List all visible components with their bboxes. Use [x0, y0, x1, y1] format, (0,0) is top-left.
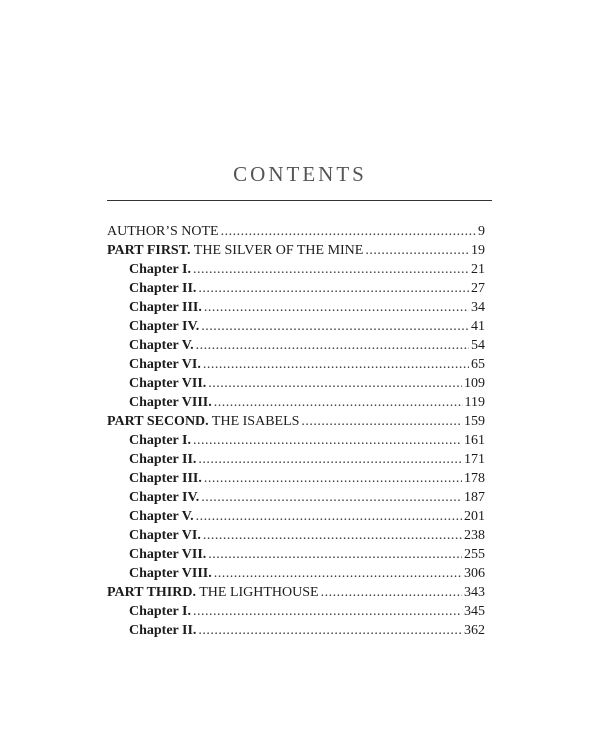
toc-page-number: 41 — [471, 319, 485, 334]
toc-page-number: 362 — [464, 623, 485, 638]
dot-leader — [198, 279, 469, 298]
toc-entry-label: THE LIGHTHOUSE — [195, 585, 319, 600]
toc-entry-bold-label: Chapter I. — [129, 604, 191, 619]
toc-page-number: 187 — [464, 490, 485, 505]
toc-page-number: 34 — [471, 300, 485, 315]
dot-leader — [193, 260, 469, 279]
toc-page-number: 159 — [464, 414, 485, 429]
toc-entry[interactable] — [107, 374, 485, 393]
toc-entry-bold-label: Chapter VII. — [129, 376, 207, 391]
toc-page-number: 119 — [464, 395, 485, 410]
toc-entry[interactable] — [107, 260, 485, 279]
toc-entry-bold-label: Chapter I. — [129, 262, 191, 277]
toc-page-number: 255 — [464, 547, 485, 562]
dot-leader — [201, 488, 462, 507]
dot-leader — [208, 374, 462, 393]
toc-entry[interactable] — [107, 621, 485, 640]
dot-leader — [321, 583, 462, 602]
dot-leader — [365, 241, 469, 260]
toc-entry-bold-label: Chapter IV. — [129, 319, 200, 334]
toc-entry[interactable] — [107, 469, 485, 488]
toc-entry[interactable] — [107, 450, 485, 469]
toc-entry-bold-label: Chapter V. — [129, 338, 194, 353]
toc-entry[interactable] — [107, 279, 485, 298]
dot-leader — [208, 545, 462, 564]
toc-entry[interactable] — [107, 412, 485, 431]
dot-leader — [221, 222, 476, 241]
dot-leader — [193, 431, 462, 450]
page-title: CONTENTS — [233, 162, 367, 186]
toc-entry-label: THE ISABELS — [208, 414, 300, 429]
toc-entry[interactable] — [107, 545, 485, 564]
toc-entry-bold-label: Chapter V. — [129, 509, 194, 524]
toc-entry-bold-label: Chapter VIII. — [129, 395, 212, 410]
toc-entry[interactable] — [107, 336, 485, 355]
toc-entry-bold-label: PART THIRD. — [107, 585, 196, 600]
toc-page-number: 171 — [464, 452, 485, 467]
toc-entry-label: THE SILVER OF THE MINE — [190, 243, 364, 258]
toc-page-number: 9 — [478, 224, 485, 239]
dot-leader — [203, 526, 462, 545]
toc-entry[interactable] — [107, 317, 485, 336]
toc-entry-bold-label: Chapter IV. — [129, 490, 200, 505]
toc-entry-bold-label: Chapter II. — [129, 623, 197, 638]
toc-entry[interactable] — [107, 602, 485, 621]
dot-leader — [193, 602, 462, 621]
dot-leader — [196, 507, 462, 526]
toc-entry-bold-label: PART SECOND. — [107, 414, 209, 429]
dot-leader — [204, 298, 469, 317]
toc-page-number: 161 — [464, 433, 485, 448]
toc-page-number: 306 — [464, 566, 485, 581]
toc-entry[interactable] — [107, 564, 485, 583]
toc-entry-bold-label: Chapter II. — [129, 452, 197, 467]
toc-page-number: 54 — [471, 338, 485, 353]
toc-entry-bold-label: Chapter III. — [129, 471, 202, 486]
toc-entry-bold-label: PART FIRST. — [107, 243, 191, 258]
toc-entry-bold-label: Chapter II. — [129, 281, 197, 296]
toc-entry-bold-label: Chapter VII. — [129, 547, 207, 562]
toc-page-number: 19 — [471, 243, 485, 258]
toc-page-number: 21 — [471, 262, 485, 277]
toc-entry[interactable] — [107, 431, 485, 450]
toc-entry[interactable] — [107, 298, 485, 317]
toc-entry-bold-label: Chapter VI. — [129, 528, 201, 543]
toc-entry[interactable] — [107, 488, 485, 507]
toc-entry[interactable] — [107, 222, 485, 241]
toc-page-number: 109 — [464, 376, 485, 391]
dot-leader — [204, 469, 462, 488]
table-of-contents — [107, 222, 485, 640]
toc-entry-bold-label: Chapter III. — [129, 300, 202, 315]
dot-leader — [198, 450, 462, 469]
toc-entry[interactable] — [107, 507, 485, 526]
toc-entry-bold-label: Chapter I. — [129, 433, 191, 448]
toc-entry[interactable] — [107, 241, 485, 260]
dot-leader — [201, 317, 469, 336]
toc-page-number: 345 — [464, 604, 485, 619]
toc-entry-bold-label: Chapter VI. — [129, 357, 201, 372]
toc-entry[interactable] — [107, 355, 485, 374]
dot-leader — [301, 412, 462, 431]
dot-leader — [198, 621, 462, 640]
dot-leader — [203, 355, 469, 374]
toc-page-number: 65 — [471, 357, 485, 372]
toc-page-number: 201 — [464, 509, 485, 524]
title-divider — [107, 200, 492, 201]
toc-page-number: 238 — [464, 528, 485, 543]
toc-page-number: 27 — [471, 281, 485, 296]
toc-entry-bold-label: Chapter VIII. — [129, 566, 212, 581]
toc-entry-label: AUTHOR’S NOTE — [107, 224, 219, 239]
dot-leader — [214, 564, 462, 583]
toc-page-number: 343 — [464, 585, 485, 600]
dot-leader — [196, 336, 469, 355]
toc-page-number: 178 — [464, 471, 485, 486]
dot-leader — [214, 393, 463, 412]
toc-entry[interactable] — [107, 583, 485, 602]
toc-entry[interactable] — [107, 393, 485, 412]
toc-entry[interactable] — [107, 526, 485, 545]
